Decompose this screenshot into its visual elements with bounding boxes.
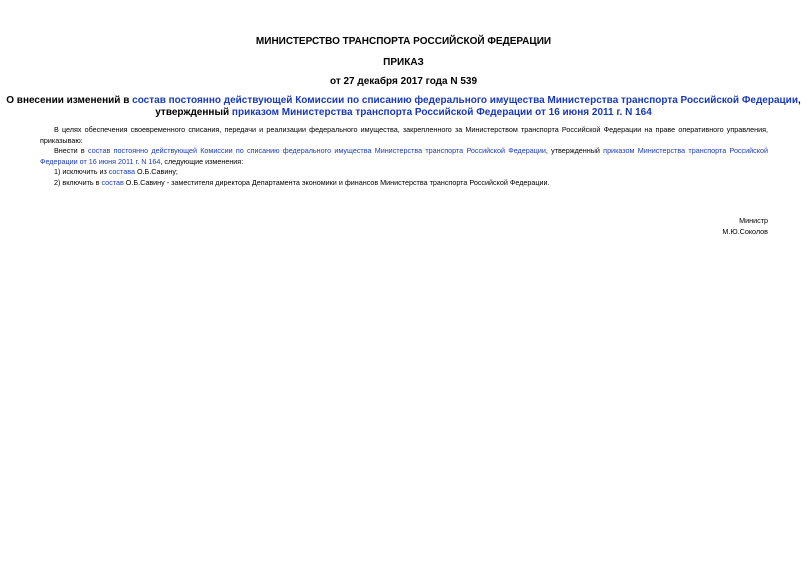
signature-name: М.Ю.Соколов: [722, 227, 768, 236]
main-text: Внести в: [54, 146, 89, 155]
item-text: О.Б.Савину;: [134, 167, 178, 176]
signature-position: Министр: [739, 216, 768, 225]
item-text: 2) включить в: [54, 178, 102, 187]
list-item-exclude: [40, 167, 768, 178]
list-item-include: [40, 178, 768, 189]
main-link-composition[interactable]: состав постоянно действующей Комиссии по списанию федерального имущества Министерства транспорта Российской Федерации: [88, 146, 546, 155]
order-title-text: , утвержденный: [155, 95, 801, 118]
main-text: , следующие изменения:: [160, 156, 244, 166]
doc-type-heading: ПРИКАЗ: [383, 57, 424, 68]
ministry-heading: МИНИСТЕРСТВО ТРАНСПОРТА РОССИЙСКОЙ ФЕДЕРАЦИИ: [255, 36, 552, 47]
main-paragraph: [40, 146, 768, 167]
item-link-composition[interactable]: состав: [101, 178, 124, 187]
main-text: , утвержденный: [545, 146, 604, 155]
order-title-link-composition[interactable]: состав постоянно действующей Комиссии по списанию федерального имущества Министерства транспорта Российской Федерации: [132, 95, 798, 106]
item-text: О.Б.Савину - заместителя директора Департамента экономики и финансов Министерства транспорта Российской Федерации.: [123, 178, 550, 187]
item-link-composition[interactable]: состава: [108, 167, 135, 176]
preamble-paragraph: В целях обеспечения своевременного списания, передачи и реализации федерального имущества, закрепленного за Министерством транспорта Российской Федерации на праве оперативного управления, приказываю:: [40, 125, 768, 145]
item-text: 1) исключить из: [54, 167, 109, 176]
order-title-text: О внесении изменений в: [6, 95, 133, 106]
main-link-order[interactable]: приказом Министерства транспорта Российской Федерации от 16 июня 2011 г. N 164: [40, 146, 768, 166]
order-title: [0, 95, 807, 119]
order-title-link-order[interactable]: приказом Министерства транспорта Российской Федерации от 16 июня 2011 г. N 164: [231, 107, 652, 118]
date-number-heading: от 27 декабря 2017 года N 539: [329, 76, 478, 87]
